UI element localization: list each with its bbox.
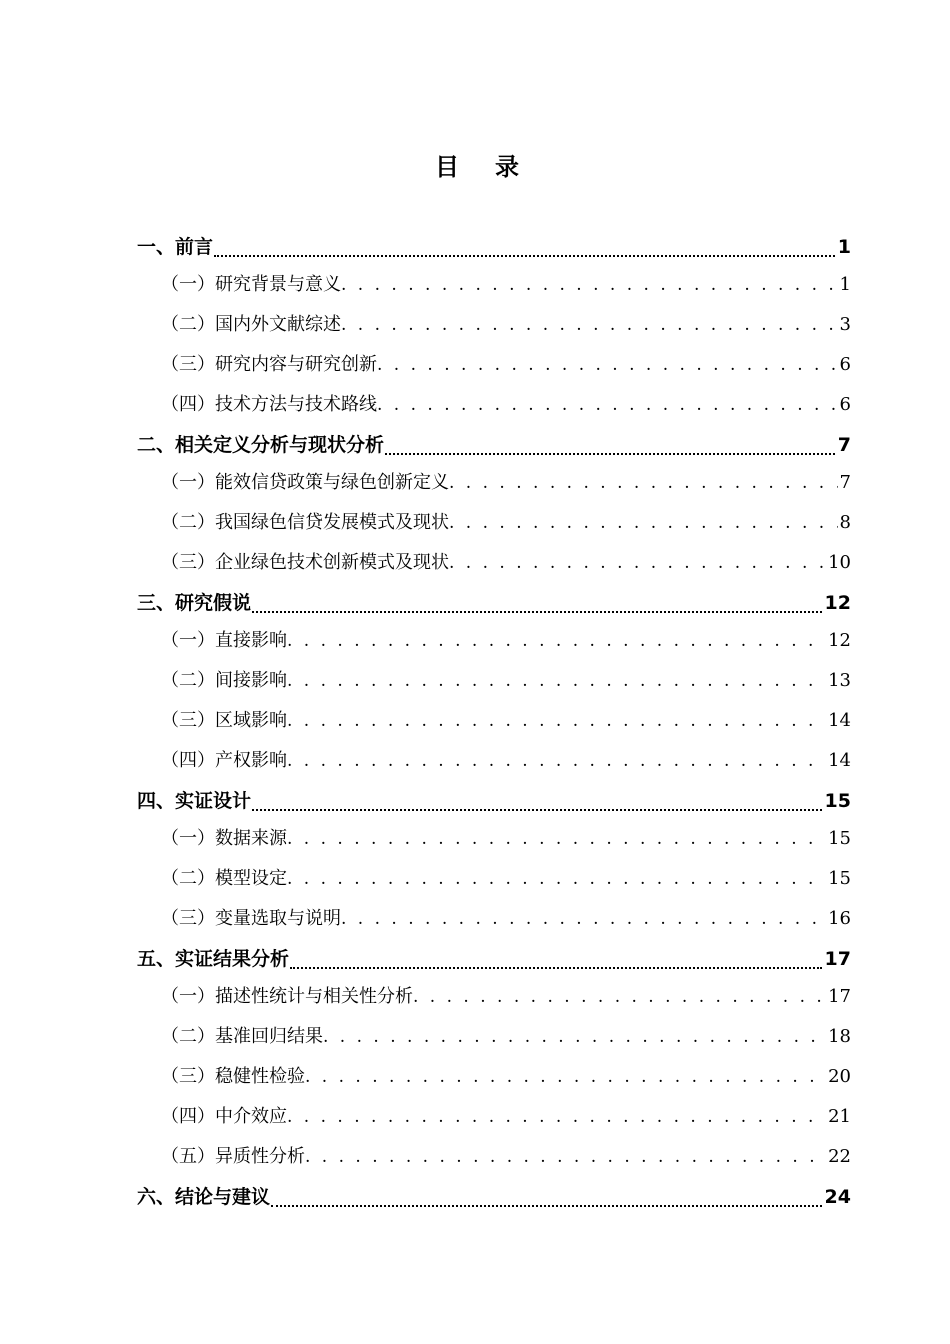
toc-entry-label: （二）我国绿色信贷发展模式及现状 bbox=[161, 512, 449, 533]
dot-leader bbox=[449, 464, 838, 502]
toc-entry-label: 三、研究假说 bbox=[137, 592, 252, 614]
dot-leader bbox=[252, 599, 822, 613]
dot-leader bbox=[323, 1018, 826, 1056]
dot-leader bbox=[287, 742, 826, 780]
dot-leader bbox=[290, 955, 822, 969]
toc-section-entry[interactable] bbox=[137, 978, 851, 1018]
toc-entry-page-number: 8 bbox=[839, 512, 851, 533]
toc-section-entry[interactable] bbox=[137, 464, 851, 504]
toc-section-entry[interactable] bbox=[137, 504, 851, 544]
toc-section-entry[interactable] bbox=[137, 742, 851, 782]
dot-leader bbox=[449, 544, 826, 582]
dot-leader bbox=[271, 1193, 822, 1207]
toc-entry-page-number: 15 bbox=[828, 868, 851, 889]
toc-section-entry[interactable] bbox=[137, 266, 851, 306]
dot-leader bbox=[252, 797, 822, 811]
toc-section-entry[interactable] bbox=[137, 544, 851, 584]
toc-section-entry[interactable] bbox=[137, 900, 851, 940]
dot-leader bbox=[341, 900, 826, 938]
toc-entry-label: （三）变量选取与说明 bbox=[161, 908, 341, 929]
toc-section-entry[interactable] bbox=[137, 1138, 851, 1178]
dot-leader bbox=[287, 622, 826, 660]
toc-entry-page-number: 7 bbox=[839, 472, 851, 493]
toc-entry-page-number: 7 bbox=[837, 434, 851, 456]
dot-leader bbox=[341, 266, 838, 304]
dot-leader bbox=[305, 1058, 826, 1096]
toc-entry-page-number: 17 bbox=[828, 986, 851, 1007]
toc-section-entry[interactable] bbox=[137, 1018, 851, 1058]
toc-entry-label: （一）能效信贷政策与绿色创新定义 bbox=[161, 472, 449, 493]
toc-section-entry[interactable] bbox=[137, 306, 851, 346]
dot-leader bbox=[287, 860, 826, 898]
dot-leader bbox=[449, 504, 838, 542]
toc-section-entry[interactable] bbox=[137, 1058, 851, 1098]
toc-section-entry[interactable] bbox=[137, 702, 851, 742]
toc-entry-page-number: 14 bbox=[828, 750, 851, 771]
toc-entry-page-number: 20 bbox=[828, 1066, 851, 1087]
dot-leader bbox=[385, 441, 835, 455]
toc-entry-label: （四）中介效应 bbox=[161, 1106, 287, 1127]
toc-entry-label: （一）描述性统计与相关性分析 bbox=[161, 986, 413, 1007]
dot-leader bbox=[413, 978, 826, 1016]
toc-entry-page-number: 21 bbox=[828, 1106, 851, 1127]
toc-entry-label: （二）国内外文献综述 bbox=[161, 314, 341, 335]
toc-entry-label: （三）稳健性检验 bbox=[161, 1066, 305, 1087]
toc-section-entry[interactable] bbox=[137, 662, 851, 702]
toc-section-entry[interactable] bbox=[137, 860, 851, 900]
toc-section-entry[interactable] bbox=[137, 820, 851, 860]
toc-entry-label: （二）基准回归结果 bbox=[161, 1026, 323, 1047]
toc-chapter-entry[interactable] bbox=[137, 940, 851, 978]
toc-chapter-entry[interactable] bbox=[137, 584, 851, 622]
toc-entry-label: （四）技术方法与技术路线 bbox=[161, 394, 377, 415]
toc-entry-label: 五、实证结果分析 bbox=[137, 948, 290, 970]
toc-entry-page-number: 15 bbox=[824, 790, 851, 812]
table-of-contents bbox=[137, 228, 851, 1216]
toc-entry-page-number: 1 bbox=[839, 274, 851, 295]
toc-entry-page-number: 6 bbox=[839, 394, 851, 415]
toc-entry-label: （一）数据来源 bbox=[161, 828, 287, 849]
toc-entry-label: （二）间接影响 bbox=[161, 670, 287, 691]
dot-leader bbox=[377, 346, 838, 384]
toc-entry-page-number: 16 bbox=[828, 908, 851, 929]
toc-entry-page-number: 12 bbox=[828, 630, 851, 651]
dot-leader bbox=[287, 662, 826, 700]
toc-entry-label: （二）模型设定 bbox=[161, 868, 287, 889]
toc-section-entry[interactable] bbox=[137, 1098, 851, 1138]
toc-entry-page-number: 24 bbox=[824, 1186, 851, 1208]
toc-entry-label: （一）直接影响 bbox=[161, 630, 287, 651]
toc-section-entry[interactable] bbox=[137, 386, 851, 426]
toc-section-entry[interactable] bbox=[137, 622, 851, 662]
dot-leader bbox=[287, 702, 826, 740]
toc-entry-page-number: 12 bbox=[824, 592, 851, 614]
toc-chapter-entry[interactable] bbox=[137, 228, 851, 266]
toc-entry-label: （三）区域影响 bbox=[161, 710, 287, 731]
toc-section-entry[interactable] bbox=[137, 346, 851, 386]
toc-entry-label: 一、前言 bbox=[137, 236, 214, 258]
toc-chapter-entry[interactable] bbox=[137, 426, 851, 464]
toc-entry-page-number: 18 bbox=[828, 1026, 851, 1047]
toc-entry-page-number: 3 bbox=[839, 314, 851, 335]
dot-leader bbox=[341, 306, 838, 344]
toc-chapter-entry[interactable] bbox=[137, 1178, 851, 1216]
dot-leader bbox=[305, 1138, 826, 1176]
toc-entry-page-number: 1 bbox=[837, 236, 851, 258]
dot-leader bbox=[377, 386, 838, 424]
dot-leader bbox=[214, 243, 835, 257]
toc-entry-page-number: 6 bbox=[839, 354, 851, 375]
toc-entry-label: （三）企业绿色技术创新模式及现状 bbox=[161, 552, 449, 573]
dot-leader bbox=[287, 1098, 826, 1136]
toc-entry-page-number: 10 bbox=[828, 552, 851, 573]
toc-chapter-entry[interactable] bbox=[137, 782, 851, 820]
toc-entry-page-number: 14 bbox=[828, 710, 851, 731]
toc-entry-page-number: 22 bbox=[828, 1146, 851, 1167]
toc-entry-page-number: 13 bbox=[828, 670, 851, 691]
toc-entry-label: 四、实证设计 bbox=[137, 790, 252, 812]
toc-entry-label: （四）产权影响 bbox=[161, 750, 287, 771]
toc-entry-label: 六、结论与建议 bbox=[137, 1186, 271, 1208]
toc-entry-label: （一）研究背景与意义 bbox=[161, 274, 341, 295]
toc-entry-label: （五）异质性分析 bbox=[161, 1146, 305, 1167]
page-title: 目录 bbox=[435, 153, 555, 181]
dot-leader bbox=[287, 820, 826, 858]
toc-entry-page-number: 15 bbox=[828, 828, 851, 849]
toc-entry-page-number: 17 bbox=[824, 948, 851, 970]
toc-entry-label: （三）研究内容与研究创新 bbox=[161, 354, 377, 375]
toc-entry-label: 二、相关定义分析与现状分析 bbox=[137, 434, 385, 456]
